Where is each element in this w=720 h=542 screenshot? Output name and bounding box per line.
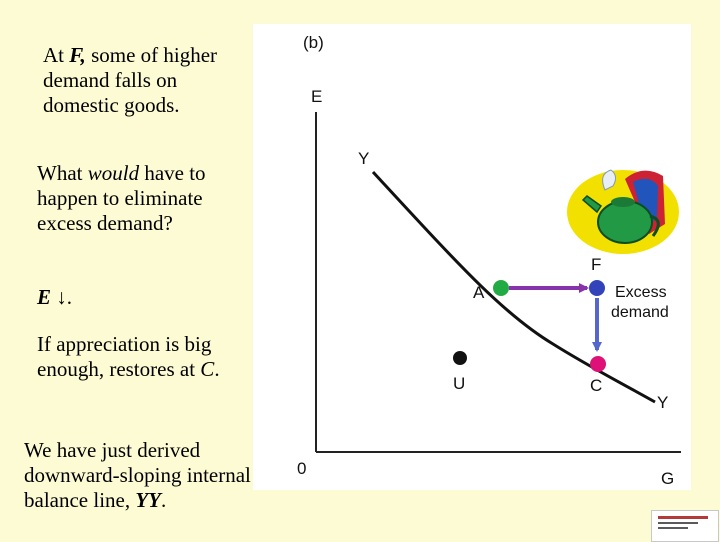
curve-label-bottom: Y [657,393,669,412]
origin-label: 0 [297,459,307,478]
teapot-illustration [567,170,679,254]
point-C [590,356,606,372]
excess-label-line2: demand [611,304,669,321]
y-axis-label: E [311,87,323,106]
emphasis-C: C [200,357,215,381]
yy-diagram [253,24,691,490]
emphasis-YY: YY [135,488,162,512]
text-paragraph-2: What would have to happen to eliminate excess demand? [37,161,206,235]
point-A-label: A [473,283,485,302]
curve-label-top: Y [358,149,370,168]
point-U [453,351,467,365]
text-paragraph-5: We have just derived downward-sloping internal balance line, YY. [24,438,251,512]
point-C-label: C [590,376,603,395]
diagram-panel [253,24,691,490]
x-axis-label: G [661,469,675,488]
point-F [589,280,605,296]
text-paragraph-1: At F, some of higher demand falls on domestic goods. [43,43,218,117]
emphasis-would: would [87,161,140,185]
point-A [493,280,509,296]
publisher-logo [651,510,719,542]
excess-label-line1: Excess [615,284,667,301]
text-paragraph-3: E ↓. [37,285,73,309]
point-F-label: F [591,255,602,274]
panel-label: (b) [303,33,324,52]
text-paragraph-4: If appreciation is big enough, restores at C. [37,332,220,381]
point-U-label: U [453,374,466,393]
emphasis-E: E [37,285,52,309]
emphasis-F: F, [69,43,86,67]
